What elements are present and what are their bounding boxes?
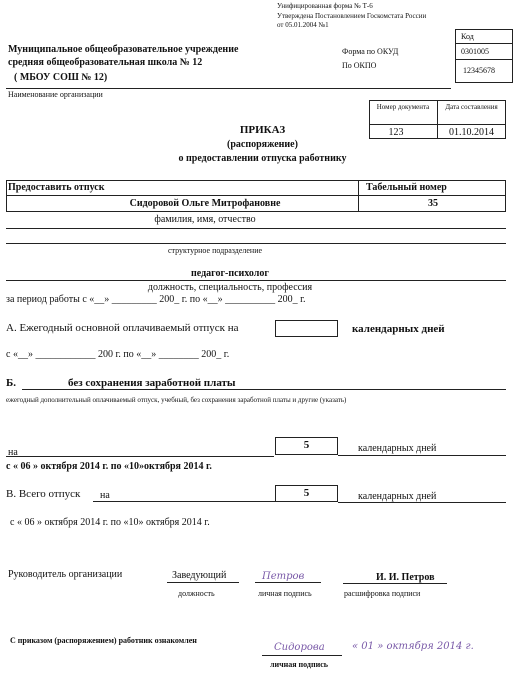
section-v-days: 5 [303, 487, 310, 499]
doc-title: ПРИКАЗ [239, 124, 286, 136]
form-approval-date: от 05.01.2004 №1 [277, 21, 329, 29]
section-v-label: В. Всего отпуск [6, 488, 81, 500]
org-line3: ( МБОУ СОШ № 12) [14, 72, 108, 83]
section-a-days-box [275, 320, 338, 337]
ack-label: С приказом (распоряжением) работник ознакомлен [10, 636, 197, 645]
okud-value: 0301005 [461, 47, 489, 56]
section-b-days-suffix: календарных дней [358, 443, 437, 454]
cap-decoding: расшифровка подписи [344, 589, 421, 598]
section-b-dates: с « 06 » октября 2014 г. по «10»октября 2014 г. [6, 461, 212, 472]
head-signature: Петров [262, 571, 305, 582]
cap-signature: личная подпись [258, 589, 312, 598]
grant-label: Предоставить отпуск [8, 182, 105, 193]
employee-position: педагог-психолог [191, 268, 269, 279]
form-approval: Утверждена Постановлением Госкомстата России [277, 12, 427, 20]
org-line1: Муниципальное общеобразовательное учреждение [8, 44, 239, 55]
section-v-days-suffix: календарных дней [358, 491, 437, 502]
section-a-dates: с «__» ____________ 200 г. по «__» ________ 200_ г. [6, 349, 230, 360]
section-v-dates: с « 06 » октября 2014 г. по «10» октября 2014 г. [10, 517, 210, 528]
org-caption: Наименование организации [8, 90, 103, 99]
section-a-days-suffix: календарных дней [352, 323, 445, 335]
okpo-label: По ОКПО [342, 61, 377, 70]
ack-date: « 01 » октября 2014 г. [352, 641, 474, 652]
doc-subtitle: (распоряжение) [227, 139, 298, 150]
work-period: за период работы с «__» _________ 200_ г. по «__» __________ 200_ г. [6, 294, 306, 305]
head-position: Заведующий [172, 570, 227, 581]
section-b-days: 5 [303, 439, 310, 451]
name-caption: фамилия, имя, отчество [154, 214, 256, 225]
tab-number-header: Табельный номер [366, 182, 447, 193]
position-caption: должность, специальность, профессия [147, 282, 313, 293]
ack-cap-signature: личная подпись [270, 660, 328, 669]
form-number: Унифицированная форма № Т-6 [277, 2, 373, 10]
doc-number: 123 [388, 127, 404, 138]
org-line2: средняя общеобразовательная школа № 12 [8, 57, 203, 68]
section-b-on: на [8, 447, 18, 458]
code-header: Код [461, 32, 474, 41]
section-b-caption: ежегодный дополнительный оплачиваемый отпуск, учебный, без сохранения заработной платы и другие (указать) [6, 396, 347, 404]
doc-subject: о предоставлении отпуска работнику [178, 153, 347, 164]
org-underline [6, 88, 451, 89]
head-decoding: И. И. Петров [376, 572, 435, 583]
doc-date: 01.10.2014 [449, 127, 494, 138]
tab-number: 35 [428, 198, 438, 209]
ack-signature: Сидорова [274, 642, 325, 653]
unit-caption: структурное подразделение [167, 246, 263, 255]
section-v-on: на [100, 490, 110, 501]
head-label: Руководитель организации [8, 569, 123, 580]
employee-name: Сидоровой Ольге Митрофановне [129, 198, 281, 209]
section-b-type: без сохранения заработной платы [68, 377, 236, 389]
section-b-letter: Б. [6, 377, 17, 389]
cap-position: должность [178, 589, 215, 598]
section-a-label: А. Ежегодный основной оплачиваемый отпуск на [6, 322, 239, 334]
okud-label: Форма по ОКУД [342, 47, 399, 56]
okpo-value: 12345678 [463, 66, 495, 75]
doc-number-header: Номер документа [376, 103, 430, 111]
doc-date-header: Дата составления [445, 103, 498, 111]
